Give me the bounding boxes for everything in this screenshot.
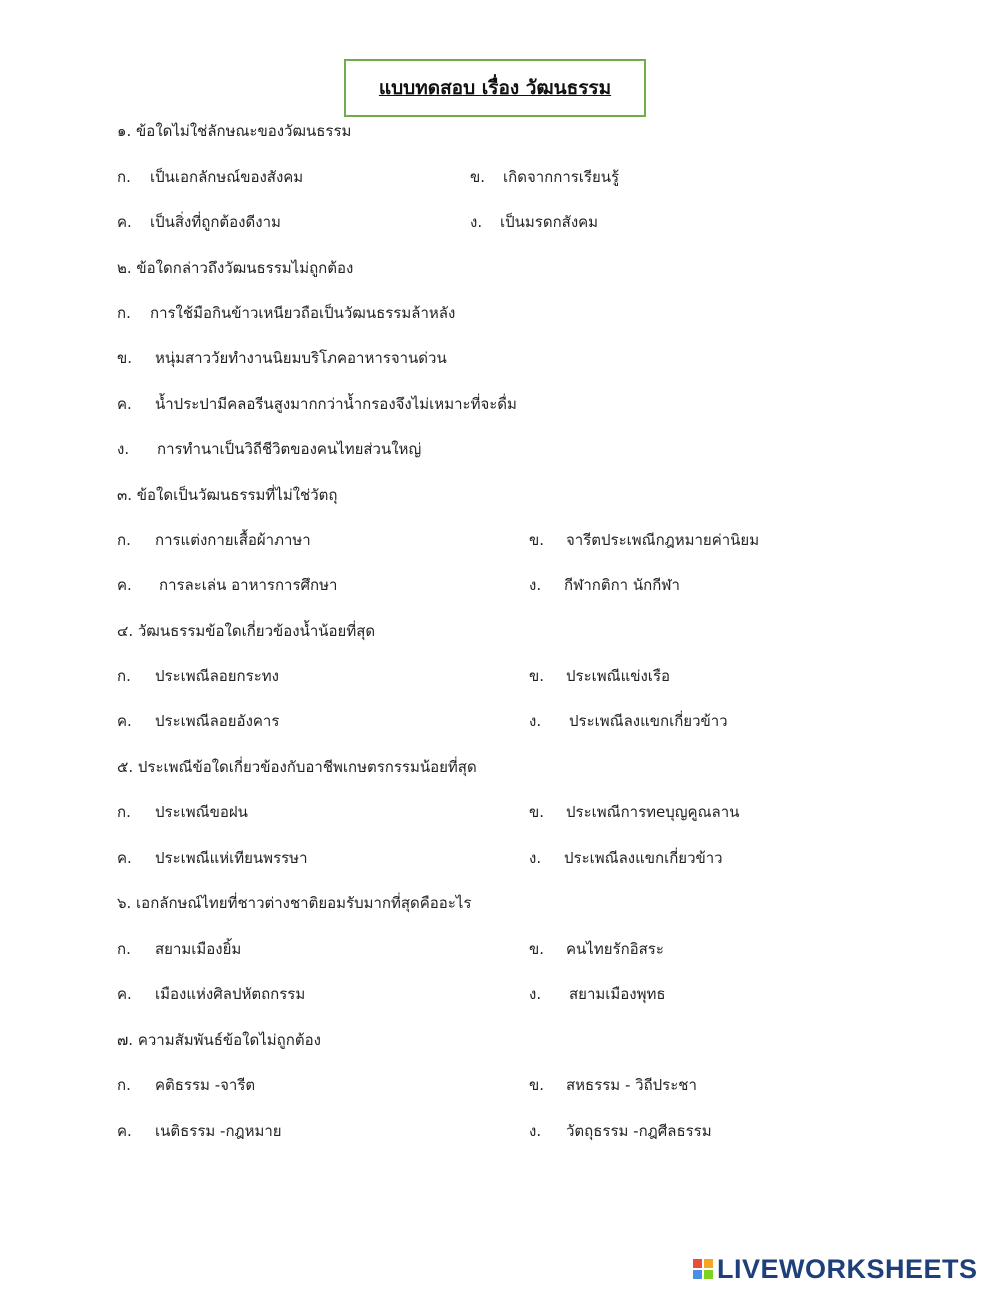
logo-square: [693, 1270, 702, 1279]
liveworksheets-logo[interactable]: [693, 1254, 978, 1284]
choice-text: คนไทยรักอิสระ: [566, 940, 664, 958]
choice-text: สหธรรม - วิถีประชา: [566, 1076, 697, 1094]
choice-label: ก.: [117, 531, 131, 549]
choice-label: ข.: [529, 803, 545, 821]
choice-text: ประเพณีลงแขกเกี่ยวข้าว: [569, 712, 728, 730]
choice-text: เป็นสิ่งที่ถูกต้องดีงาม: [150, 213, 281, 231]
choice-label: ง.: [529, 1122, 542, 1140]
choice-text: การทำนาเป็นวิถีชีวิตของคนไทยส่วนใหญ่: [157, 440, 422, 458]
title-box: [344, 59, 646, 117]
choice-label: ก.: [117, 304, 131, 322]
choice-text: สยามเมืองพุทธ: [569, 985, 666, 1003]
choice-label: ง.: [529, 712, 542, 730]
choice-label: ง.: [117, 440, 130, 458]
question-1: ๑. ข้อใดไม่ใช่ลักษณะของวัฒนธรรม: [117, 122, 352, 140]
choice-label: ข.: [529, 531, 545, 549]
logo-squares-icon: [693, 1259, 713, 1279]
question-4: ๔. วัฒนธรรมข้อใดเกี่ยวข้องน้ำน้อยที่สุด: [117, 622, 376, 640]
choice-text: ประเพณีแข่งเรือ: [566, 667, 671, 685]
choice-label: ข.: [529, 940, 545, 958]
choice-text: ประเพณีแห่เทียนพรรษา: [155, 849, 308, 867]
question-5: ๕. ประเพณีข้อใดเกี่ยวข้องกับอาชีพเกษตรกรรมน้อยที่สุด: [117, 758, 477, 776]
choice-text: เมืองแห่งศิลปหัตถกรรม: [155, 985, 306, 1003]
choice-text: เป็นมรดกสังคม: [500, 213, 599, 231]
choice-text: สยามเมืองยิ้ม: [155, 940, 242, 958]
choice-label: ง.: [470, 213, 483, 231]
question-7: ๗. ความสัมพันธ์ข้อใดไม่ถูกต้อง: [117, 1031, 321, 1049]
choice-text: การใช้มือกินข้าวเหนียวถือเป็นวัฒนธรรมล้าหลัง: [150, 304, 456, 322]
choice-label: ข.: [117, 349, 133, 367]
logo-square: [704, 1270, 713, 1279]
choice-label: ง.: [529, 985, 542, 1003]
logo-square: [693, 1259, 702, 1268]
logo-text: LIVEWORKSHEETS: [717, 1253, 978, 1284]
choice-text: ประเพณีการทeบุญคูณลาน: [566, 803, 740, 821]
choice-label: ค.: [117, 985, 132, 1003]
choice-label: ค.: [117, 213, 132, 231]
choice-label: ก.: [117, 667, 131, 685]
choice-text: หนุ่มสาววัยทำงานนิยมบริโภคอาหารจานด่วน: [155, 349, 447, 367]
choice-text: กีฬากติกา นักกีฬา: [564, 576, 680, 594]
choice-text: จารีตประเพณีกฎหมายค่านิยม: [566, 531, 760, 549]
choice-text: วัตถุธรรม -กฎศีลธรรม: [566, 1122, 712, 1140]
question-3: ๓. ข้อใดเป็นวัฒนธรรมที่ไม่ใช่วัตถุ: [117, 486, 338, 504]
choice-text: คติธรรม -จารีต: [155, 1076, 256, 1094]
choice-text: ประเพณีลงแขกเกี่ยวข้าว: [564, 849, 723, 867]
choice-label: ง.: [529, 576, 542, 594]
choice-label: ข.: [529, 667, 545, 685]
choice-label: ค.: [117, 576, 132, 594]
choice-text: เกิดจากการเรียนรู้: [503, 168, 620, 186]
choice-label: ก.: [117, 1076, 131, 1094]
logo-square: [704, 1259, 713, 1268]
choice-label: ข.: [529, 1076, 545, 1094]
choice-label: ง.: [529, 849, 542, 867]
choice-text: เนติธรรม -กฎหมาย: [155, 1122, 282, 1140]
choice-label: ค.: [117, 849, 132, 867]
worksheet-title: แบบทดสอบ เรื่อง วัฒนธรรม: [378, 77, 612, 99]
choice-text: เป็นเอกลักษณ์ของสังคม: [150, 168, 304, 186]
choice-label: ก.: [117, 168, 131, 186]
choice-text: ประเพณีลอยอังคาร: [155, 712, 280, 730]
question-6: ๖. เอกลักษณ์ไทยที่ชาวต่างชาติยอมรับมากที่สุดคืออะไร: [117, 894, 472, 912]
choice-text: การแต่งกายเสื้อผ้าภาษา: [155, 531, 311, 549]
choice-text: ประเพณีขอฝน: [155, 803, 248, 821]
choice-label: ค.: [117, 712, 132, 730]
choice-text: การละเล่น อาหารการศึกษา: [159, 576, 338, 594]
choice-text: น้ำประปามีคลอรีนสูงมากกว่าน้ำกรองจึงไม่เหมาะที่จะดื่ม: [155, 395, 517, 413]
choice-label: ก.: [117, 940, 131, 958]
choice-text: ประเพณีลอยกระทง: [155, 667, 279, 685]
choice-label: ข.: [470, 168, 486, 186]
question-2: ๒. ข้อใดกล่าวถึงวัฒนธรรมไม่ถูกต้อง: [117, 259, 354, 277]
choice-label: ก.: [117, 803, 131, 821]
choice-label: ค.: [117, 1122, 132, 1140]
choice-label: ค.: [117, 395, 132, 413]
